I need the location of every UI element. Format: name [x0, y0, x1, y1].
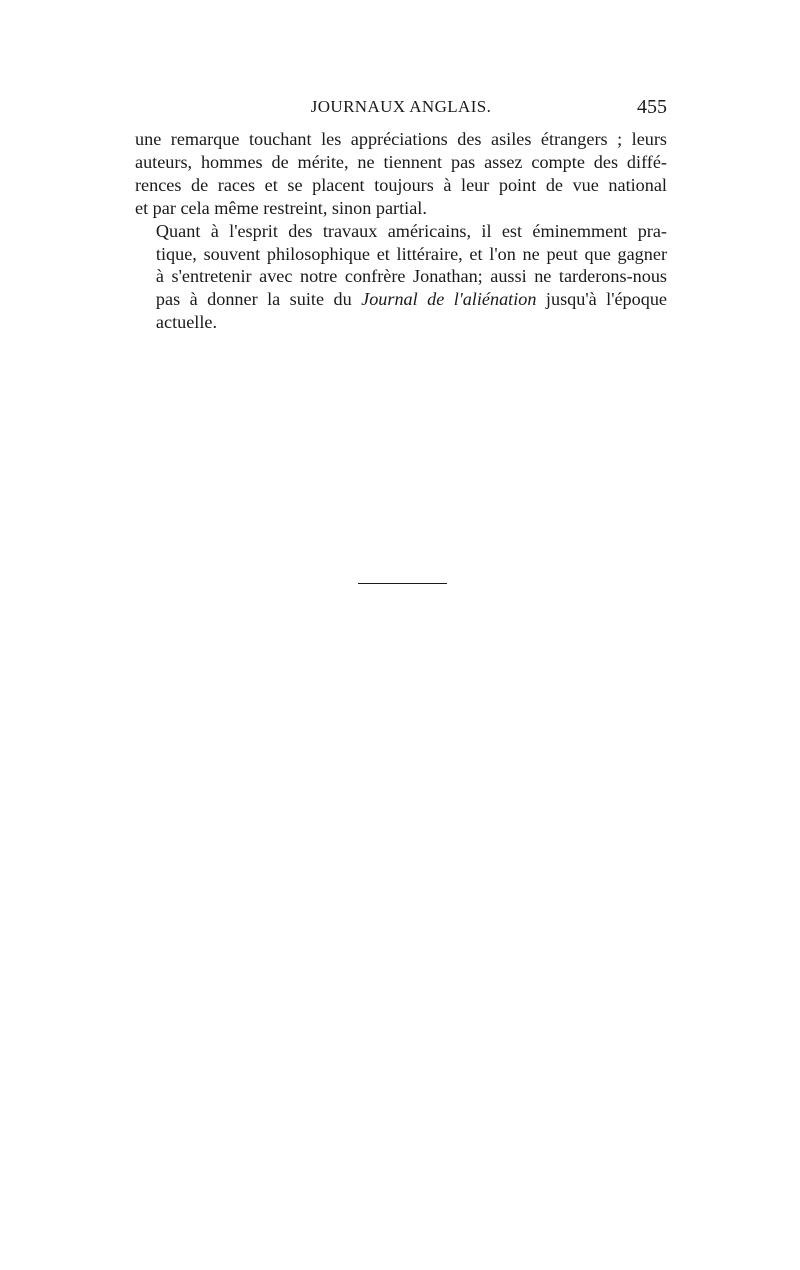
text-line: tique, souvent philosophique et littéraire, et l'on ne peut que gagner [155, 243, 667, 264]
line-text-before: pas à donner la suite du [155, 289, 362, 310]
end-rule [358, 583, 447, 584]
text-line: actuelle. [155, 312, 218, 333]
line-text-after: jusqu'à l'époque [536, 289, 667, 310]
running-title: JOURNAUX ANGLAIS. [310, 97, 492, 116]
text-line: auteurs, hommes de mérite, ne tiennent pas assez compte des diffé- [135, 151, 667, 172]
text-line: rences de races et se placent toujours à leur point de vue national [135, 174, 667, 195]
paragraph-2 [135, 220, 667, 335]
body-text [135, 128, 667, 334]
text-line: une remarque touchant les appréciations des asiles étrangers ; leurs [135, 129, 667, 149]
journal-title: Journal de l'aliénation [361, 289, 537, 310]
text-line-with-title [135, 288, 667, 311]
running-head [135, 94, 667, 120]
text-line: à s'entretenir avec notre confrère Jonathan; aussi ne tarderons-nous [155, 266, 667, 287]
paragraph-1 [135, 128, 667, 220]
page-number: 455 [637, 96, 667, 118]
text-line: Quant à l'esprit des travaux américains, il est éminemment pra- [155, 220, 667, 241]
text-line: et par cela même restreint, sinon partial. [135, 197, 427, 218]
